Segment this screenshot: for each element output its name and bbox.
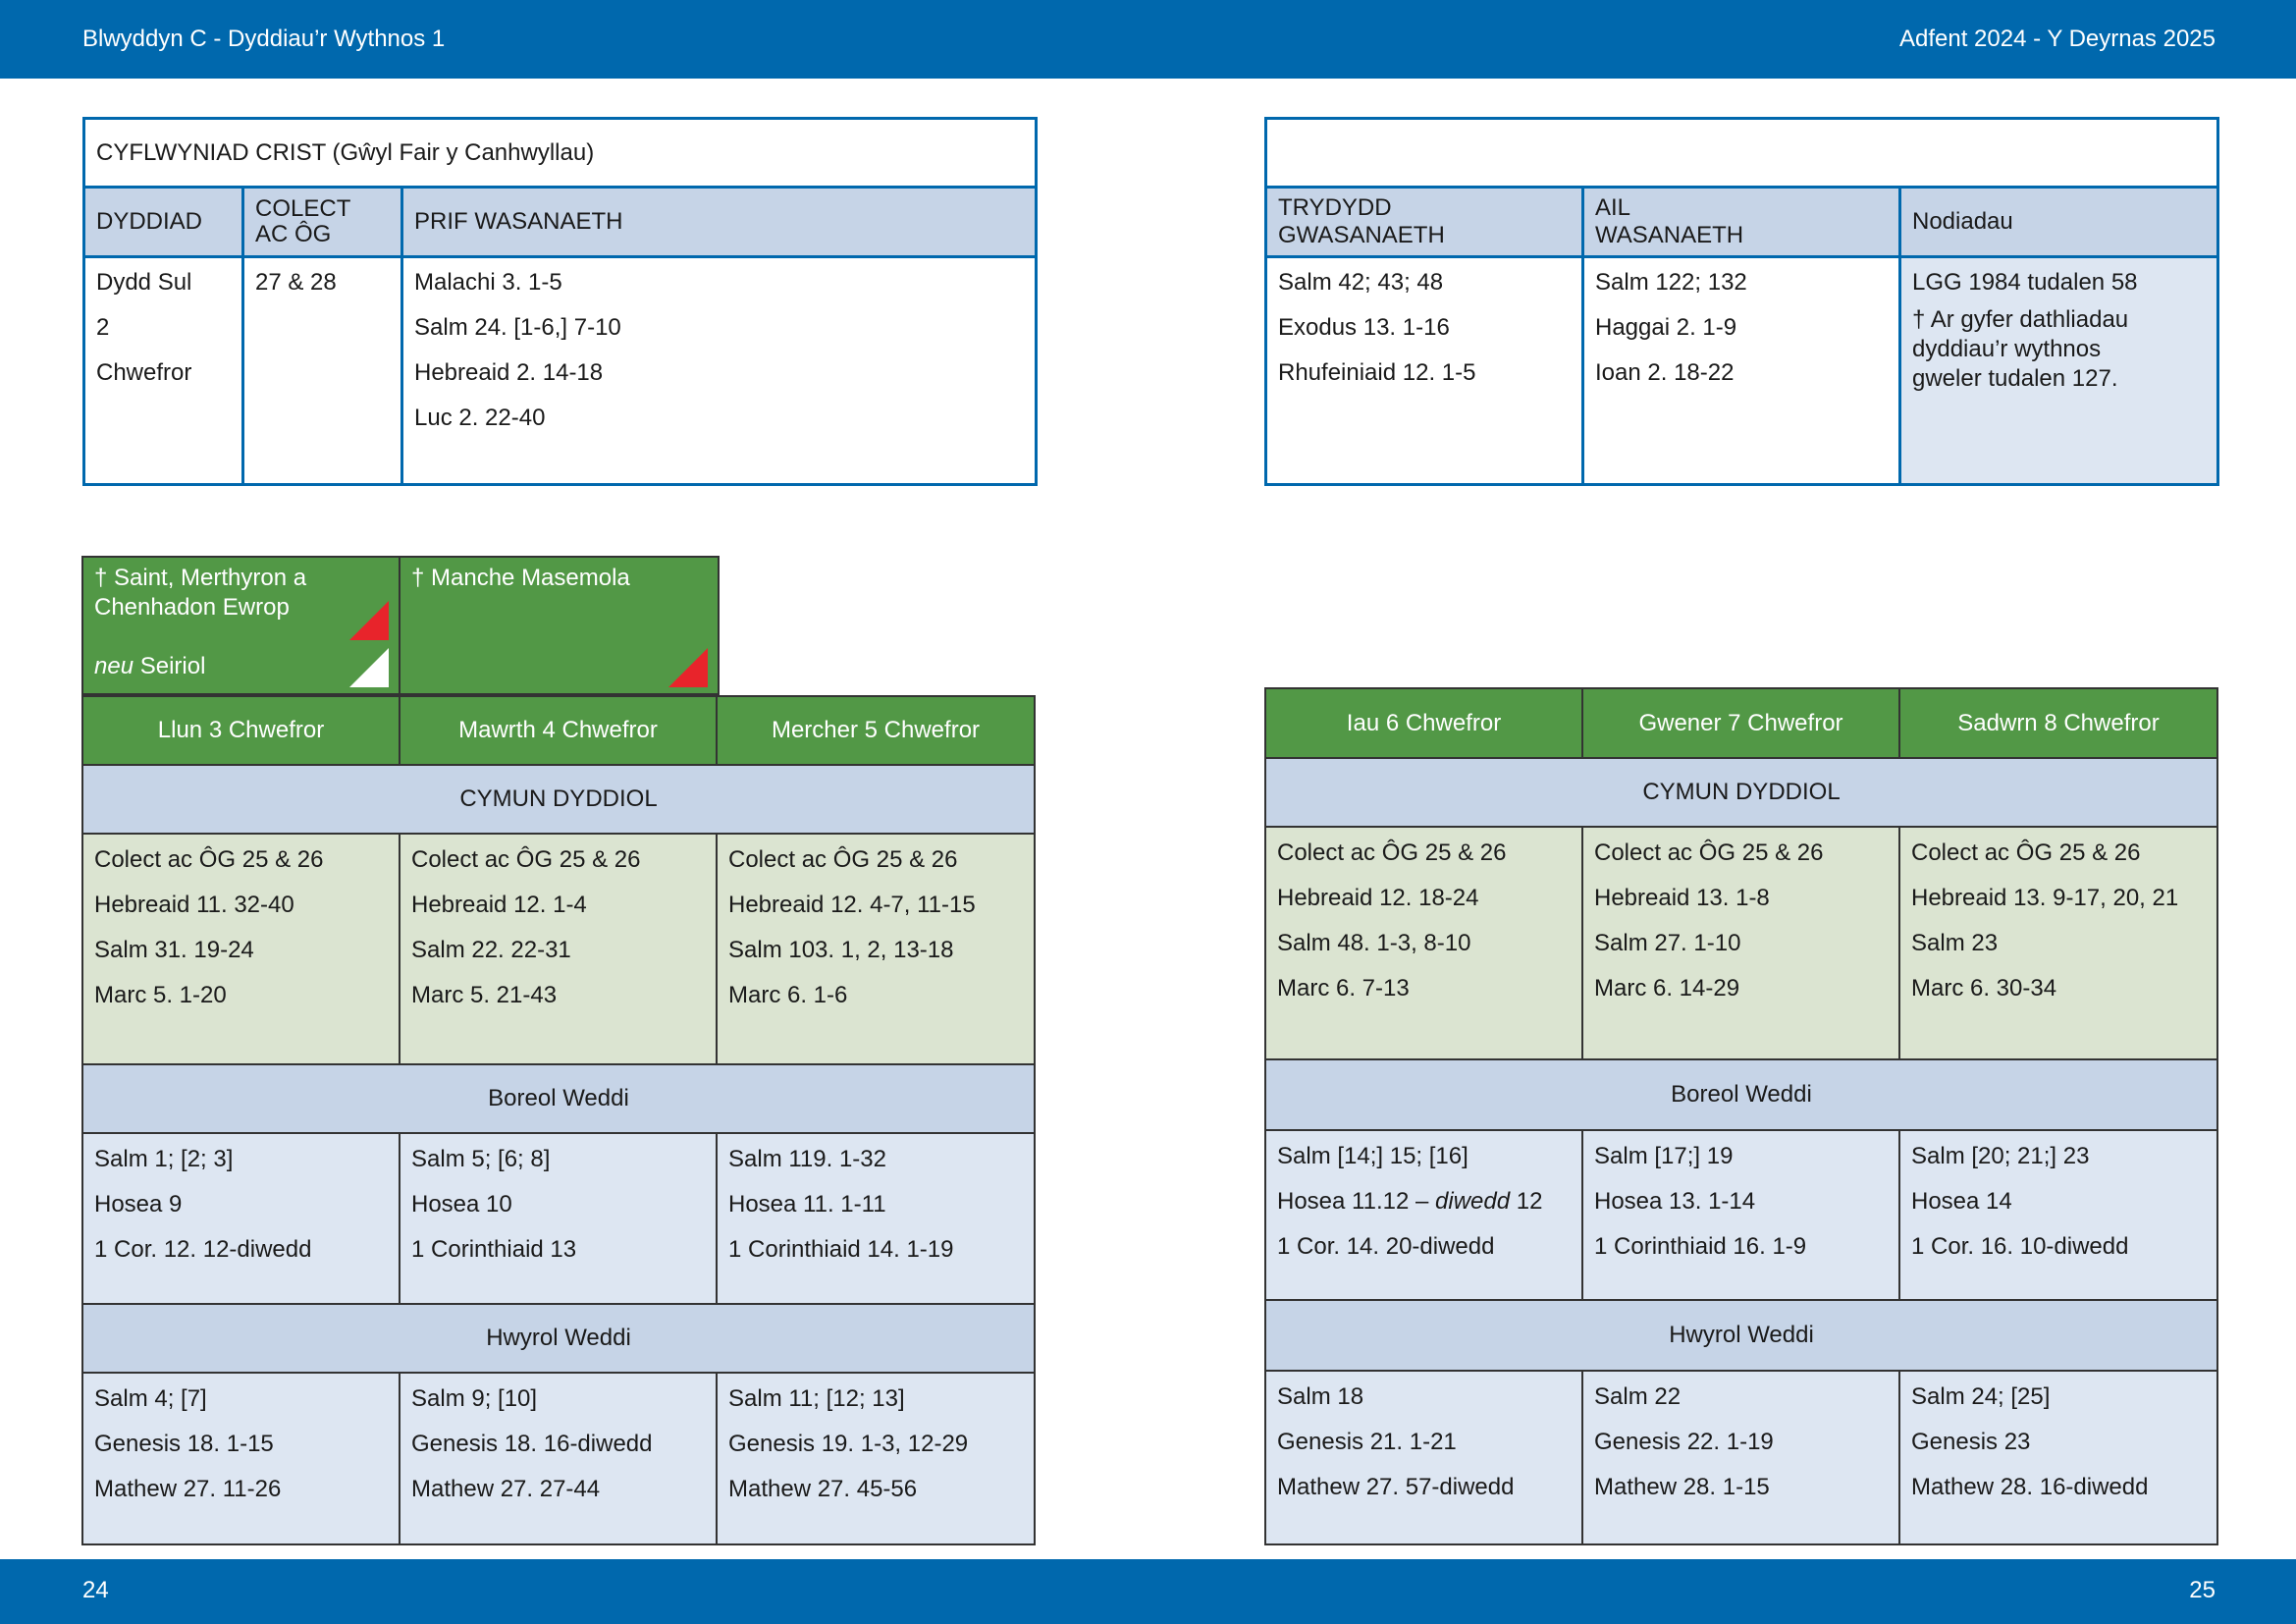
reading: Genesis 19. 1-3, 12-29 xyxy=(728,1431,969,1457)
reading-suffix: 12 xyxy=(1510,1188,1543,1215)
header-prif-label: PRIF WASANAETH xyxy=(414,208,623,235)
hwyrol-cell xyxy=(1265,1371,1582,1544)
section-hwyrol-header: Hwyrol Weddi xyxy=(82,1304,1035,1373)
reading: 1 Corinthiaid 16. 1-9 xyxy=(1594,1233,1807,1260)
reading: Salm 1; [2; 3] xyxy=(94,1146,234,1172)
reading: Salm 24. [1-6,] 7-10 xyxy=(414,314,621,341)
header-right-title: Adfent 2024 - Y Deyrnas 2025 xyxy=(1898,26,2216,52)
section-cymun-header: CYMUN DYDDIOL xyxy=(82,765,1035,834)
reading: Marc 6. 30-34 xyxy=(1911,975,2057,1001)
header-prif xyxy=(402,188,1037,257)
hwyrol-cell xyxy=(1582,1371,1899,1544)
sunday-title-cell xyxy=(84,119,1037,188)
sunday-colect-cell xyxy=(243,257,402,485)
header-left-title: Blwyddyn C - Dyddiau’r Wythnos 1 xyxy=(82,26,446,52)
section-cymun-header: CYMUN DYDDIOL xyxy=(1265,758,2217,827)
reading xyxy=(1266,1179,1581,1224)
red-triangle-icon xyxy=(349,601,389,640)
reading: Hebreaid 2. 14-18 xyxy=(414,359,604,386)
header-ail-line1: AIL xyxy=(1595,194,1631,221)
reading: Colect ac ÔG 25 & 26 xyxy=(1911,839,2141,866)
reading: Colect ac ÔG 25 & 26 xyxy=(1277,839,1507,866)
reading: Marc 5. 21-43 xyxy=(411,982,558,1008)
red-triangle-icon xyxy=(668,648,708,687)
reading: 1 Cor. 12. 12-diwedd xyxy=(94,1236,312,1263)
reading: Marc 6. 1-6 xyxy=(728,982,848,1008)
reading: Hosea 13. 1-14 xyxy=(1594,1188,1756,1215)
ail-cell xyxy=(1583,257,1900,485)
cymun-cell xyxy=(1265,827,1582,1059)
reading: Salm 23 xyxy=(1911,930,1999,956)
reading: Colect ac ÔG 25 & 26 xyxy=(94,846,324,873)
reading: Salm 31. 19-24 xyxy=(94,937,254,963)
section-boreol-header: Boreol Weddi xyxy=(82,1064,1035,1133)
reading: Salm 4; [7] xyxy=(94,1385,207,1412)
reading: Salm 122; 132 xyxy=(1595,269,1747,296)
hwyrol-cell xyxy=(400,1373,717,1544)
boreol-cell xyxy=(1265,1130,1582,1300)
alt-name: Seiriol xyxy=(133,653,206,679)
reading: Colect ac ÔG 25 & 26 xyxy=(411,846,641,873)
reading: Salm 27. 1-10 xyxy=(1594,930,1741,956)
reading: Mathew 28. 1-15 xyxy=(1594,1474,1770,1500)
reading: Marc 5. 1-20 xyxy=(94,982,227,1008)
header-bar xyxy=(0,0,2296,79)
note-line: gweler tudalen 127. xyxy=(1912,365,2118,392)
reading: Salm 18 xyxy=(1277,1383,1364,1410)
commemoration-line: † Manche Masemola xyxy=(411,565,630,591)
footer-bar xyxy=(0,1559,2296,1624)
cymun-cell xyxy=(717,834,1035,1064)
hwyrol-cell xyxy=(1899,1371,2217,1544)
boreol-cell xyxy=(717,1133,1035,1304)
notes-cell xyxy=(1900,257,2218,485)
sunday-services-table xyxy=(1264,117,2219,486)
reading: Mathew 27. 27-44 xyxy=(411,1476,601,1502)
page-number-left: 24 xyxy=(82,1577,109,1603)
white-triangle-icon xyxy=(349,648,389,687)
reading: Genesis 23 xyxy=(1911,1429,2031,1455)
reading: Hebreaid 12. 1-4 xyxy=(411,892,587,918)
cymun-cell xyxy=(82,834,400,1064)
reading: Hebreaid 12. 18-24 xyxy=(1277,885,1479,911)
sunday-title: CYFLWYNIAD CRIST (Gŵyl Fair y Canhwyllau) xyxy=(96,138,595,166)
section-hwyrol-header: Hwyrol Weddi xyxy=(1265,1300,2217,1371)
reading: 1 Cor. 16. 10-diwedd xyxy=(1911,1233,2129,1260)
note-line: LGG 1984 tudalen 58 xyxy=(1912,269,2138,296)
commemoration-line: † Saint, Merthyron a xyxy=(94,565,307,591)
reading: Hebreaid 13. 1-8 xyxy=(1594,885,1770,911)
day-header: Gwener 7 Chwefror xyxy=(1582,688,1899,758)
header-colect-line2: AC ÔG xyxy=(255,221,332,247)
reading: Hebreaid 13. 9-17, 20, 21 xyxy=(1911,885,2179,911)
reading: Salm 42; 43; 48 xyxy=(1278,269,1444,296)
reading: Salm 9; [10] xyxy=(411,1385,538,1412)
neu-word: neu xyxy=(94,653,134,679)
header-trydydd-line2: GWASANAETH xyxy=(1278,222,1445,248)
reading: Marc 6. 14-29 xyxy=(1594,975,1740,1001)
weekday-table-right xyxy=(1264,687,2218,1545)
header-dyddiad xyxy=(84,188,243,257)
sunday-services-title-cell xyxy=(1266,119,2218,188)
day-header: Mawrth 4 Chwefror xyxy=(400,696,717,765)
reading: Colect ac ÔG 25 & 26 xyxy=(728,846,958,873)
commemorations-table xyxy=(81,556,720,695)
reading: Hosea 11. 1-11 xyxy=(728,1191,886,1218)
weekday-table-left xyxy=(81,695,1036,1545)
header-colect-line1: COLECT xyxy=(255,195,351,222)
trydydd-cell xyxy=(1266,257,1583,485)
reading: Mathew 27. 11-26 xyxy=(94,1476,282,1502)
reading: Marc 6. 7-13 xyxy=(1277,975,1410,1001)
reading: Hosea 14 xyxy=(1911,1188,2012,1215)
cymun-cell xyxy=(1582,827,1899,1059)
reading: Salm [17;] 19 xyxy=(1594,1143,1734,1169)
day-header: Iau 6 Chwefror xyxy=(1265,688,1582,758)
sunday-table xyxy=(82,117,1038,486)
commemoration-saints xyxy=(82,557,400,694)
note-line: † Ar gyfer dathliadau xyxy=(1912,306,2129,333)
reading: Salm 5; [6; 8] xyxy=(411,1146,551,1172)
reading: Mathew 27. 57-diwedd xyxy=(1277,1474,1515,1500)
sunday-date-cell xyxy=(84,257,243,485)
reading: Hebreaid 11. 32-40 xyxy=(94,892,294,918)
header-ail xyxy=(1583,188,1900,257)
reading: 1 Corinthiaid 13 xyxy=(411,1236,577,1263)
reading-italic: diwedd xyxy=(1435,1188,1511,1215)
header-ail-line2: WASANAETH xyxy=(1595,222,1744,248)
commemoration-line: Chenhadon Ewrop xyxy=(94,594,290,621)
reading-prefix: Hosea 11.12 – xyxy=(1277,1188,1436,1215)
colect-value: 27 & 28 xyxy=(255,269,337,296)
reading: Salm 11; [12; 13] xyxy=(728,1385,905,1412)
reading: Salm 103. 1, 2, 13-18 xyxy=(728,937,954,963)
reading: Salm 24; [25] xyxy=(1911,1383,2051,1410)
reading: Salm 48. 1-3, 8-10 xyxy=(1277,930,1471,956)
reading: Haggai 2. 1-9 xyxy=(1595,314,1737,341)
reading: Salm [14;] 15; [16] xyxy=(1277,1143,1468,1169)
date-line: Chwefror xyxy=(96,359,192,386)
reading: Salm [20; 21;] 23 xyxy=(1911,1143,2090,1169)
page-number-right: 25 xyxy=(2189,1577,2216,1603)
reading: Malachi 3. 1-5 xyxy=(414,269,562,296)
reading: Hosea 10 xyxy=(411,1191,512,1218)
header-nodiadau xyxy=(1900,188,2218,257)
reading: Genesis 18. 16-diwedd xyxy=(411,1431,653,1457)
header-trydydd-line1: TRYDYDD xyxy=(1278,194,1392,221)
reading: Salm 22 xyxy=(1594,1383,1682,1410)
reading: Mathew 27. 45-56 xyxy=(728,1476,918,1502)
cymun-cell xyxy=(400,834,717,1064)
header-trydydd xyxy=(1266,188,1583,257)
hwyrol-cell xyxy=(82,1373,400,1544)
commemoration-masemola xyxy=(400,557,719,694)
hwyrol-cell xyxy=(717,1373,1035,1544)
reading: 1 Cor. 14. 20-diwedd xyxy=(1277,1233,1495,1260)
header-nodiadau-label: Nodiadau xyxy=(1912,208,2013,235)
note-line: dyddiau’r wythnos xyxy=(1912,336,2102,362)
boreol-cell xyxy=(82,1133,400,1304)
reading: Ioan 2. 18-22 xyxy=(1595,359,1735,386)
reading: Colect ac ÔG 25 & 26 xyxy=(1594,839,1824,866)
cymun-cell xyxy=(1899,827,2217,1059)
reading: Hebreaid 12. 4-7, 11-15 xyxy=(728,892,976,918)
day-header: Mercher 5 Chwefror xyxy=(717,696,1035,765)
boreol-cell xyxy=(1899,1130,2217,1300)
reading: Genesis 21. 1-21 xyxy=(1277,1429,1457,1455)
reading: Genesis 22. 1-19 xyxy=(1594,1429,1774,1455)
sunday-prif-cell xyxy=(402,257,1037,485)
reading: Salm 119. 1-32 xyxy=(728,1146,886,1172)
reading: Salm 22. 22-31 xyxy=(411,937,571,963)
header-dyddiad-label: DYDDIAD xyxy=(96,208,203,235)
reading: Hosea 9 xyxy=(94,1191,183,1218)
date-line: 2 xyxy=(96,314,110,341)
day-header: Sadwrn 8 Chwefror xyxy=(1899,688,2217,758)
reading: Luc 2. 22-40 xyxy=(414,405,546,431)
reading: Genesis 18. 1-15 xyxy=(94,1431,274,1457)
reading: Rhufeiniaid 12. 1-5 xyxy=(1278,359,1476,386)
date-line: Dydd Sul xyxy=(96,269,192,296)
reading: Exodus 13. 1-16 xyxy=(1278,314,1450,341)
day-header: Llun 3 Chwefror xyxy=(82,696,400,765)
header-colect xyxy=(243,188,402,257)
section-boreol-header: Boreol Weddi xyxy=(1265,1059,2217,1130)
reading: 1 Corinthiaid 14. 1-19 xyxy=(728,1236,954,1263)
boreol-cell xyxy=(1582,1130,1899,1300)
boreol-cell xyxy=(400,1133,717,1304)
reading: Mathew 28. 16-diwedd xyxy=(1911,1474,2149,1500)
